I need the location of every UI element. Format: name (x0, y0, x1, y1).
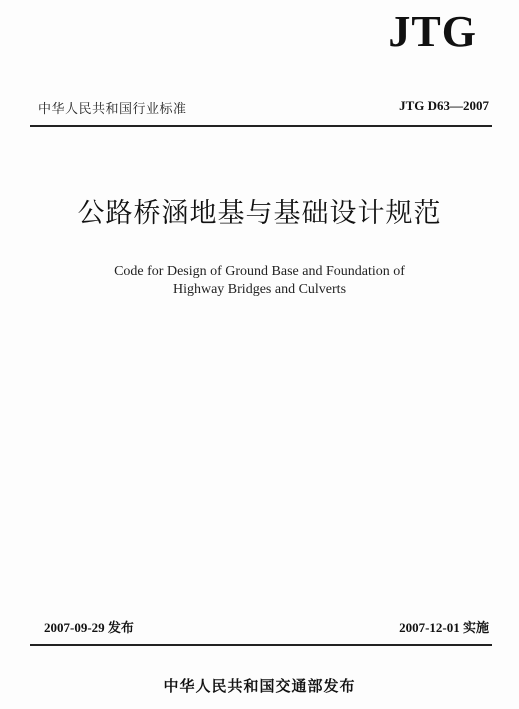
bottom-divider (30, 644, 492, 646)
implementation-date: 2007-12-01 实施 (399, 620, 489, 635)
publisher: 中华人民共和国交通部发布 (163, 677, 356, 695)
issue-date: 2007-09-29 发布 (44, 620, 134, 635)
standard-number: JTG D63—2007 (399, 98, 489, 113)
top-divider (30, 125, 492, 127)
document-title-chinese: 公路桥涵地基与基础设计规范 (77, 198, 442, 229)
jtg-logo: JTG (388, 7, 477, 56)
document-title-english (0, 263, 519, 299)
english-title-line-2: Highway Bridges and Culverts (172, 282, 347, 297)
english-title-line-1: Code for Design of Ground Base and Foundation of (114, 264, 405, 279)
standard-category: 中华人民共和国行业标准 (38, 102, 187, 117)
